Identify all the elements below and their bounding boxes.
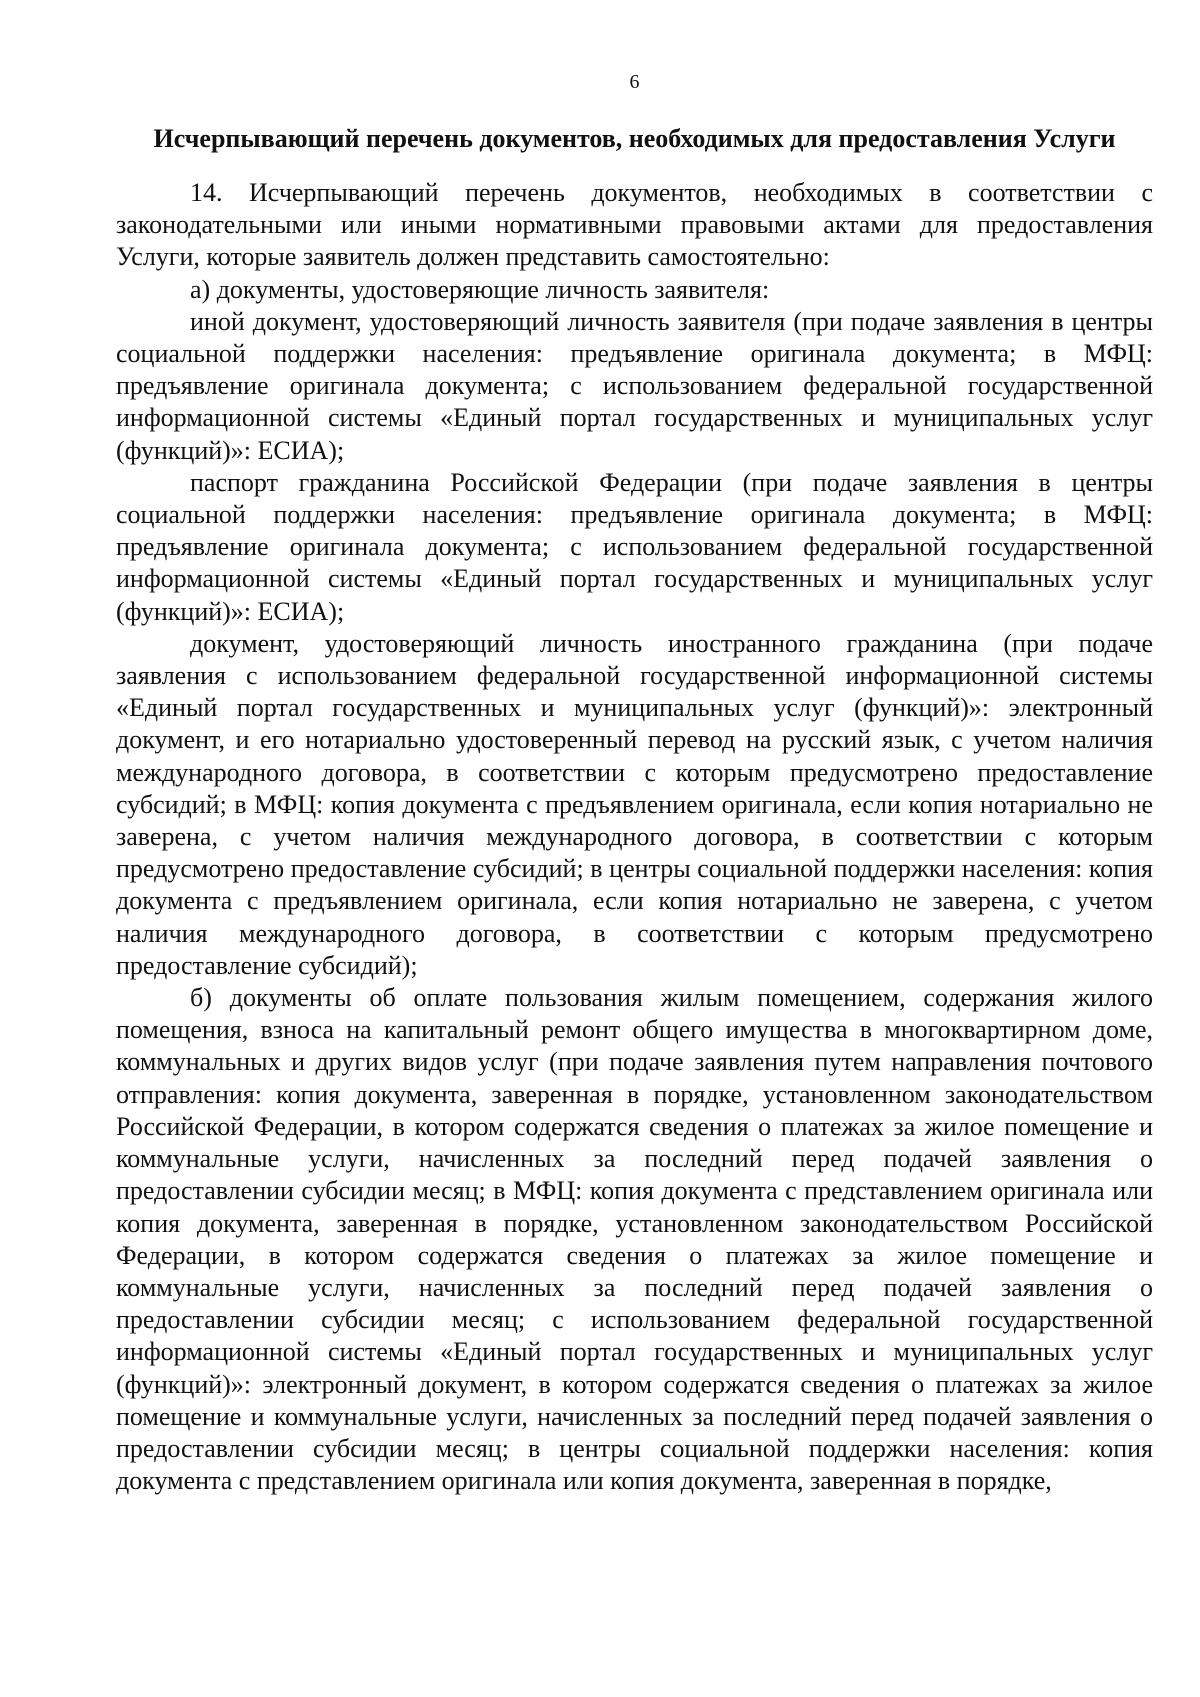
section-title: Исчерпывающий перечень документов, необходимых для предоставления Услуги bbox=[153, 124, 1116, 153]
paragraph-14: 14. Исчерпывающий перечень документов, необходимых в соответствии с законодательными или иными нормативными правовыми актами для предоставления Услуги, которые заявитель должен представить самостоятельно: bbox=[116, 178, 1153, 272]
paragraph-b: б) документы об оплате пользования жилым помещением, содержания жилого помещения, взноса на капитальный ремонт общего имущества в многоквартирном доме, коммунальных и других видов услуг (при подаче заявления путем направления почтового отправления: копия документа, заверенная в порядке, установленном законодательством Российской Федерации, в котором содержатся сведения о платежах за жилое помещение и коммунальные услуги, начисленных за последний перед подачей заявления о предоставлении субсидии месяц; в МФЦ: копия документа с представлением оригинала или копия документа, заверенная в порядке, установленном законодательством Российской Федерации, в котором содержатся сведения о платежах за жилое помещение и коммунальные услуги, начисленных за последний перед подачей заявления о предоставлении субсидии месяц; с использованием федеральной государственной информационной системы «Единый портал государственных и муниципальных услуг (функций)»: электронный документ, в котором содержатся сведения о платежах за жилое помещение и коммунальные услуги, начисленных за последний перед подачей заявления о предоставлении субсидии месяц; в центры социальной поддержки населения: копия документа с представлением оригинала или копия документа, заверенная в порядке, bbox=[116, 983, 1153, 1496]
paragraph-a: а) документы, удостоверяющие личность заявителя: bbox=[190, 274, 770, 304]
page-number: 6 bbox=[629, 71, 640, 93]
document-body bbox=[116, 177, 1153, 1497]
paragraph-other-id-document: иной документ, удостоверяющий личность заявителя (при подаче заявления в центры социальной поддержки населения: предъявление оригинала документа; в МФЦ: предъявление оригинала документа; с использованием федеральной государственной информационной системы «Единый портал государственных и муниципальных услуг (функций)»: ЕСИА); bbox=[116, 306, 1153, 465]
paragraph-foreign-id-document: документ, удостоверяющий личность иностранного гражданина (при подаче заявления с использованием федеральной государственной информационной системы «Единый портал государственных и муниципальных услуг (функций)»: электронный документ, и его нотариально удостоверенный перевод на русский язык, с учетом наличия международного договора, в соответствии с которым предусмотрено предоставление субсидий; в МФЦ: копия документа с предъявлением оригинала, если копия нотариально не заверена, с учетом наличия международного договора, в соответствии с которым предусмотрено предоставление субсидий; в центры социальной поддержки населения: копия документа с предъявлением оригинала, если копия нотариально не заверена, с учетом наличия международного договора, в соответствии с которым предусмотрено предоставление субсидий); bbox=[116, 628, 1153, 980]
paragraph-passport: паспорт гражданина Российской Федерации (при подаче заявления в центры социальной поддержки населения: предъявление оригинала документа; в МФЦ: предъявление оригинала документа; с использованием федеральной государственной информационной системы «Единый портал государственных и муниципальных услуг (функций)»: ЕСИА); bbox=[116, 467, 1153, 626]
